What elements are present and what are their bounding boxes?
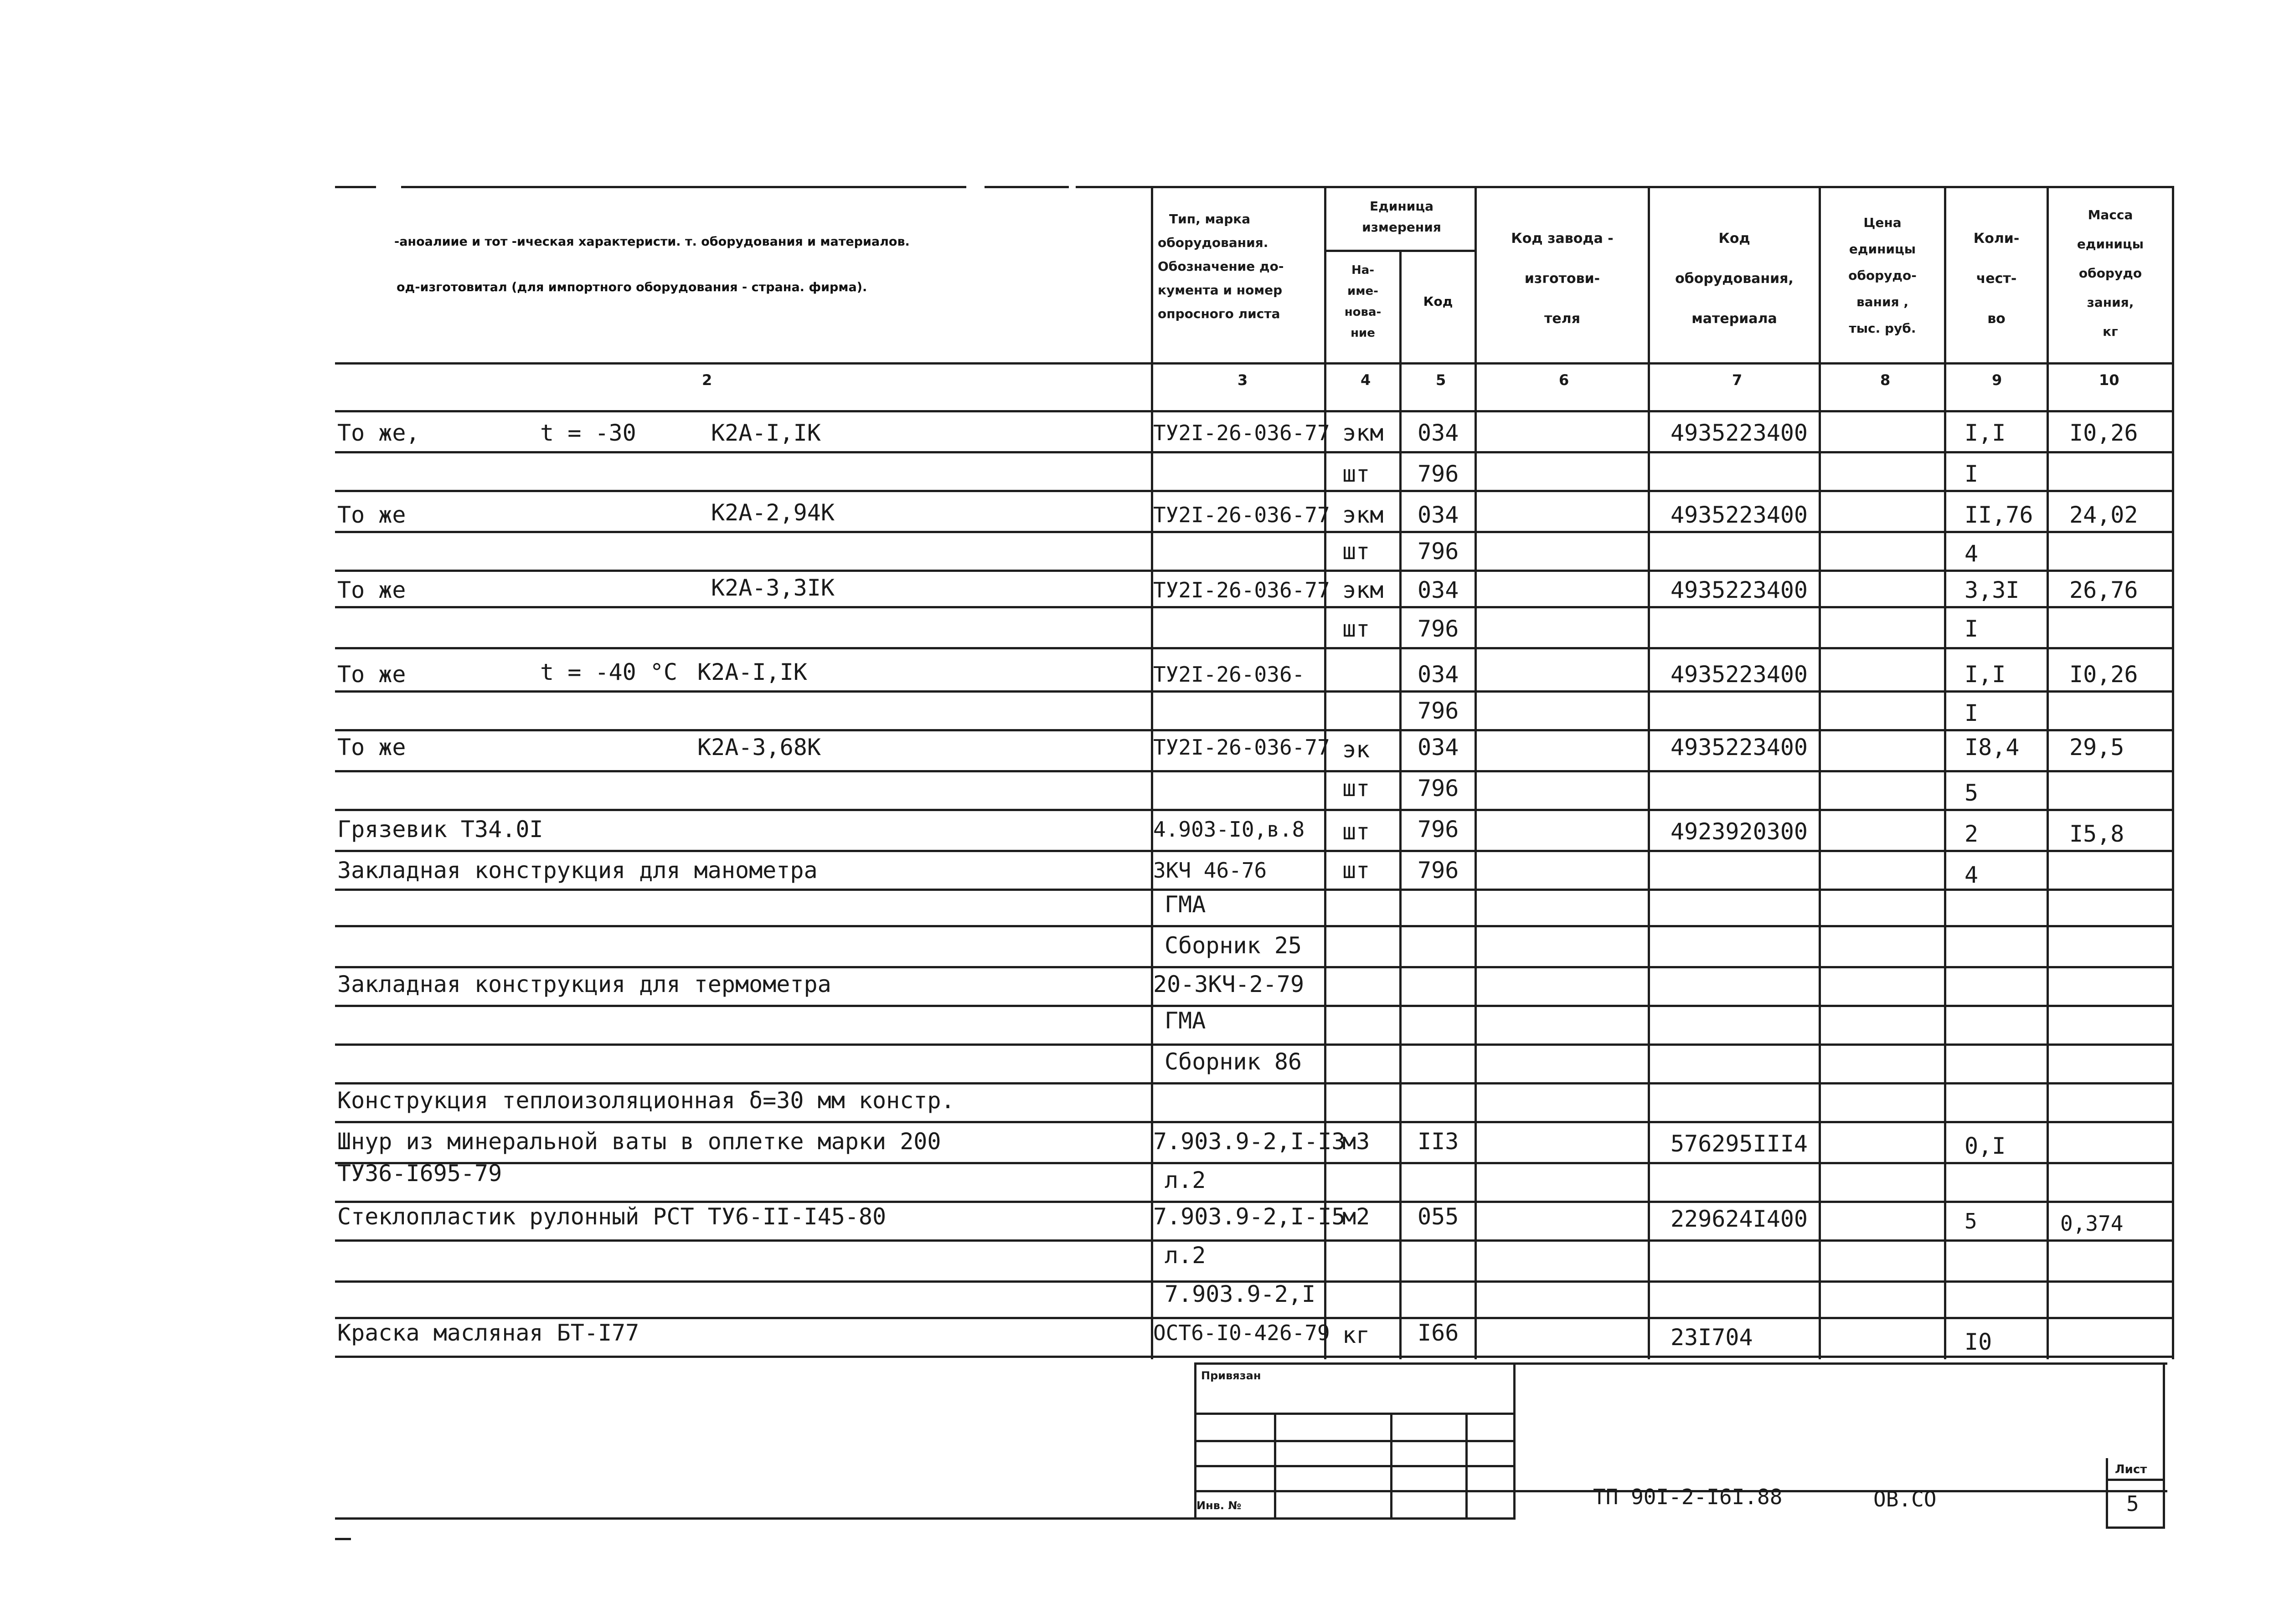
item-type: 7.903.9-2,I-I5 bbox=[1153, 1203, 1346, 1230]
stamp-line bbox=[335, 1538, 351, 1540]
col-line-8 bbox=[1819, 186, 1821, 1359]
row-line bbox=[335, 809, 2174, 811]
item-type: ТУ2I-26-036- bbox=[1153, 662, 1305, 687]
item-mass: I0,26 bbox=[2069, 420, 2138, 446]
header-col3-line: кумента и номер bbox=[1158, 283, 1283, 298]
column-number: 7 bbox=[1732, 371, 1743, 389]
header-col3-line: опросного листа bbox=[1158, 306, 1280, 321]
header-col10-line: оборудо bbox=[2078, 266, 2142, 281]
item-type: ТУ2I-26-036-77 bbox=[1153, 421, 1330, 445]
item-unit: шт bbox=[1342, 461, 1370, 487]
column-number: 4 bbox=[1361, 371, 1371, 389]
header-col10-line: кг bbox=[2103, 324, 2118, 339]
item-type: л.2 bbox=[1165, 1167, 1206, 1193]
item-type: ГМА bbox=[1165, 891, 1206, 918]
header-col8-line: единицы bbox=[1849, 242, 1916, 257]
item-name: То же, bbox=[337, 420, 420, 446]
row-line bbox=[335, 966, 2174, 968]
row-line bbox=[335, 451, 2174, 453]
row-line bbox=[335, 925, 2174, 927]
item-name: ТУ36-I695-79 bbox=[337, 1160, 502, 1187]
item-unit-code: I66 bbox=[1418, 1320, 1459, 1346]
stamp-line bbox=[1274, 1413, 1276, 1520]
item-code: 4935223400 bbox=[1671, 577, 1808, 603]
item-unit: шт bbox=[1342, 775, 1370, 802]
header-col10-line: Масса bbox=[2088, 207, 2133, 222]
item-unit-code: 034 bbox=[1418, 577, 1459, 603]
row-line bbox=[335, 1082, 2174, 1084]
stamp-line bbox=[2163, 1362, 2165, 1529]
item-code: 23I704 bbox=[1671, 1324, 1753, 1351]
item-unit-code: 034 bbox=[1418, 661, 1459, 688]
item-unit: кг bbox=[1342, 1322, 1370, 1348]
item-model: К2А-3,68К bbox=[697, 734, 821, 761]
item-qty: 4 bbox=[1964, 540, 1979, 567]
col-line-7 bbox=[1648, 186, 1650, 1359]
item-mass: I5,8 bbox=[2069, 821, 2124, 847]
item-model: К2А-3,3IК bbox=[711, 575, 835, 601]
stamp-line bbox=[1465, 1413, 1468, 1520]
row-line bbox=[335, 1121, 2174, 1123]
item-unit-code: 796 bbox=[1418, 698, 1459, 724]
col-line-3 bbox=[1151, 186, 1153, 1359]
header-col6 bbox=[1477, 219, 1648, 339]
header-unit-title-line: измерения bbox=[1362, 220, 1441, 235]
col-line-10 bbox=[2047, 186, 2049, 1359]
item-code: 229624I400 bbox=[1671, 1206, 1808, 1232]
top-border-seg bbox=[985, 186, 1069, 188]
colnum-bottom-line bbox=[335, 410, 2174, 412]
item-mass: 29,5 bbox=[2069, 734, 2124, 761]
header-col10 bbox=[2049, 200, 2172, 346]
stamp-line bbox=[2106, 1458, 2108, 1529]
item-type: 7.903.9-2,I bbox=[1165, 1281, 1316, 1307]
header-col4-line: нова- bbox=[1344, 305, 1382, 319]
item-qty: I bbox=[1964, 461, 1979, 487]
header-col7-line: оборудования, bbox=[1675, 271, 1794, 287]
header-col3-line: Тип, марка bbox=[1169, 211, 1251, 226]
item-unit-code: 034 bbox=[1418, 420, 1459, 446]
header-col10-line: единицы bbox=[2077, 236, 2144, 252]
column-number: 9 bbox=[1992, 371, 2002, 389]
item-model: К2А-2,94К bbox=[711, 499, 835, 526]
item-qty: 4 bbox=[1964, 862, 1979, 888]
row-line bbox=[335, 1239, 2174, 1242]
top-border-seg bbox=[335, 186, 376, 188]
col-line-4 bbox=[1324, 186, 1326, 1359]
sheet-number: 5 bbox=[2126, 1491, 2139, 1516]
item-type: ЗКЧ 46-76 bbox=[1153, 858, 1267, 883]
header-unit-title bbox=[1326, 196, 1477, 238]
item-type: 7.903.9-2,I-I3 bbox=[1153, 1128, 1346, 1155]
item-name: Конструкция теплоизоляционная δ=30 мм констр. bbox=[337, 1087, 955, 1114]
item-code: 4935223400 bbox=[1671, 420, 1808, 446]
item-unit-code: 055 bbox=[1418, 1203, 1459, 1230]
row-line bbox=[335, 1005, 2174, 1007]
col-line-6 bbox=[1475, 186, 1477, 1359]
item-unit-code: 796 bbox=[1418, 857, 1459, 884]
header-col5: Код bbox=[1423, 294, 1453, 309]
row-line bbox=[335, 531, 2174, 533]
item-unit-code: 796 bbox=[1418, 616, 1459, 642]
stamp-line bbox=[1194, 1362, 2167, 1365]
item-type: Сборник 86 bbox=[1165, 1048, 1302, 1075]
row-line bbox=[335, 647, 2174, 649]
item-qty: I8,4 bbox=[1964, 734, 2020, 761]
col-line-5 bbox=[1399, 250, 1402, 1359]
header-col7-line: Код bbox=[1718, 231, 1750, 247]
header-col8 bbox=[1821, 210, 1944, 342]
header-col3-line: Обозначение до- bbox=[1158, 259, 1284, 274]
item-unit: шт bbox=[1342, 818, 1370, 845]
stamp-line bbox=[2106, 1526, 2165, 1529]
item-name: Шнур из минеральной ваты в оплетке марки 200 bbox=[337, 1128, 941, 1155]
item-unit: м2 bbox=[1342, 1203, 1370, 1230]
header-col7 bbox=[1650, 219, 1819, 339]
item-unit-code: 796 bbox=[1418, 461, 1459, 487]
column-number: 2 bbox=[702, 371, 712, 389]
item-unit: м3 bbox=[1342, 1128, 1370, 1155]
item-unit: экм bbox=[1342, 577, 1384, 603]
unit-subheader-line bbox=[1326, 250, 1477, 252]
header-col4-line: име- bbox=[1347, 284, 1378, 298]
item-name: Закладная конструкция для манометра bbox=[337, 857, 818, 884]
row-line bbox=[335, 1043, 2174, 1046]
item-qty: 5 bbox=[1964, 1209, 1977, 1233]
row-line bbox=[335, 490, 2174, 492]
document-code: ТП 90I-2-I6I.88 bbox=[1593, 1485, 1783, 1509]
item-name: Стеклопластик рулонный РСТ ТУ6-II-I45-80 bbox=[337, 1203, 887, 1230]
top-border-seg bbox=[401, 186, 966, 188]
item-name: То же bbox=[337, 502, 406, 528]
header-col8-line: тыс. руб. bbox=[1849, 321, 1916, 336]
item-param: t = -40 °С bbox=[540, 659, 678, 685]
header-col4 bbox=[1326, 260, 1399, 344]
item-qty: 2 bbox=[1964, 821, 1979, 847]
column-number: 10 bbox=[2099, 371, 2119, 389]
header-col9-line: во bbox=[1987, 311, 2006, 327]
stamp-attached-label: Привязан bbox=[1201, 1369, 1261, 1382]
header-col8-line: вания , bbox=[1856, 294, 1908, 309]
item-unit-code: 034 bbox=[1418, 734, 1459, 761]
item-unit-code: 796 bbox=[1418, 775, 1459, 802]
item-qty: I bbox=[1964, 700, 1979, 726]
header-col8-line: Цена bbox=[1863, 215, 1902, 230]
row-line bbox=[335, 889, 2174, 891]
header-col6-line: теля bbox=[1544, 311, 1580, 327]
header-col4-line: ние bbox=[1351, 326, 1375, 340]
header-col6-line: Код завода - bbox=[1511, 231, 1614, 247]
header-col10-line: зания, bbox=[2087, 295, 2134, 310]
item-unit-code: 796 bbox=[1418, 538, 1459, 565]
item-qty: I,I bbox=[1964, 420, 2006, 446]
item-qty: 0,I bbox=[1964, 1133, 2006, 1159]
row-line bbox=[335, 570, 2174, 572]
item-unit: экм bbox=[1342, 502, 1384, 528]
item-qty: II,76 bbox=[1964, 502, 2033, 528]
header-col3-line: оборудования. bbox=[1158, 235, 1268, 250]
item-mass: 0,374 bbox=[2060, 1211, 2124, 1236]
row-line bbox=[335, 729, 2174, 731]
stamp-line bbox=[335, 1517, 1516, 1520]
item-type: ТУ2I-26-036-77 bbox=[1153, 503, 1330, 527]
item-name: То же bbox=[337, 734, 406, 761]
header-col7-line: материала bbox=[1691, 311, 1777, 327]
item-unit-code: 796 bbox=[1418, 816, 1459, 843]
item-name: Закладная конструкция для термометра bbox=[337, 971, 831, 997]
item-mass: 24,02 bbox=[2069, 502, 2138, 528]
header-bottom-line bbox=[335, 362, 2174, 365]
item-model: К2А-I,IК bbox=[697, 659, 807, 685]
header-col9 bbox=[1946, 219, 2047, 339]
item-type: л.2 bbox=[1165, 1242, 1206, 1269]
sheet-label: Лист bbox=[2115, 1463, 2147, 1476]
item-qty: I0 bbox=[1964, 1329, 1992, 1355]
item-type: Сборник 25 bbox=[1165, 932, 1302, 959]
row-line bbox=[335, 1162, 2174, 1164]
stamp-line bbox=[1390, 1413, 1392, 1520]
row-line bbox=[335, 606, 2174, 608]
column-number: 5 bbox=[1436, 371, 1446, 389]
item-model: К2А-I,IК bbox=[711, 420, 821, 446]
item-type: 20-ЗКЧ-2-79 bbox=[1153, 971, 1304, 997]
item-type: ТУ2I-26-036-77 bbox=[1153, 735, 1330, 760]
column-number: 6 bbox=[1559, 371, 1569, 389]
item-unit-code: II3 bbox=[1418, 1128, 1459, 1155]
row-line bbox=[335, 850, 2174, 852]
column-number: 8 bbox=[1880, 371, 1891, 389]
item-code: 4935223400 bbox=[1671, 502, 1808, 528]
item-name: То же bbox=[337, 577, 406, 603]
item-name: Грязевик Т34.0I bbox=[337, 816, 543, 843]
column-number: 3 bbox=[1237, 371, 1248, 389]
item-qty: I,I bbox=[1964, 661, 2006, 688]
item-code: 4935223400 bbox=[1671, 661, 1808, 688]
item-unit: шт bbox=[1342, 538, 1370, 565]
item-qty: 5 bbox=[1964, 780, 1979, 806]
row-line bbox=[335, 770, 2174, 772]
header-col2-line1: -аноалиие и тот -ическая характеристи. т. оборудования и материалов. bbox=[394, 235, 910, 249]
header-col8-line: оборудо- bbox=[1848, 268, 1917, 283]
item-type: ОСТ6-I0-426-79 bbox=[1153, 1321, 1330, 1345]
item-code: 4923920300 bbox=[1671, 818, 1808, 845]
item-unit: экм bbox=[1342, 420, 1384, 446]
item-mass: I0,26 bbox=[2069, 661, 2138, 688]
header-col9-line: чест- bbox=[1976, 271, 2017, 287]
item-name: То же bbox=[337, 661, 406, 688]
col-line-9 bbox=[1944, 186, 1946, 1359]
item-mass: 26,76 bbox=[2069, 577, 2138, 603]
header-col3 bbox=[1158, 207, 1326, 326]
item-unit-code: 034 bbox=[1418, 502, 1459, 528]
item-type: 4.903-I0,в.8 bbox=[1153, 817, 1305, 842]
item-qty: 3,3I bbox=[1964, 577, 2020, 603]
header-col6-line: изготови- bbox=[1524, 271, 1600, 287]
item-type: ГМА bbox=[1165, 1007, 1206, 1034]
header-col4-line: На- bbox=[1351, 263, 1375, 277]
item-code: 576295III4 bbox=[1671, 1131, 1808, 1157]
item-qty: I bbox=[1964, 616, 1979, 642]
document-section: ОВ.СО bbox=[1873, 1487, 1937, 1511]
row-line bbox=[335, 1356, 2174, 1358]
header-col9-line: Коли- bbox=[1973, 231, 2020, 247]
item-unit: шт bbox=[1342, 857, 1370, 884]
item-name: Краска масляная БТ-I77 bbox=[337, 1320, 639, 1346]
item-code: 4935223400 bbox=[1671, 734, 1808, 761]
stamp-line bbox=[2106, 1479, 2165, 1481]
header-unit-title-line: Единица bbox=[1370, 199, 1433, 214]
row-line bbox=[335, 690, 2174, 693]
item-param: t = -30 bbox=[540, 420, 636, 446]
item-type: ТУ2I-26-036-77 bbox=[1153, 578, 1330, 602]
col-line-right bbox=[2172, 186, 2174, 1359]
header-col2-line2: од-изготовитал (для импортного оборудования - страна. фирма). bbox=[397, 280, 867, 294]
stamp-inventory-label: Инв. № bbox=[1196, 1499, 1242, 1512]
top-border-seg bbox=[1076, 186, 2174, 188]
item-unit: эк bbox=[1342, 736, 1370, 763]
item-unit: шт bbox=[1342, 616, 1370, 642]
stamp-line bbox=[1513, 1362, 1516, 1520]
